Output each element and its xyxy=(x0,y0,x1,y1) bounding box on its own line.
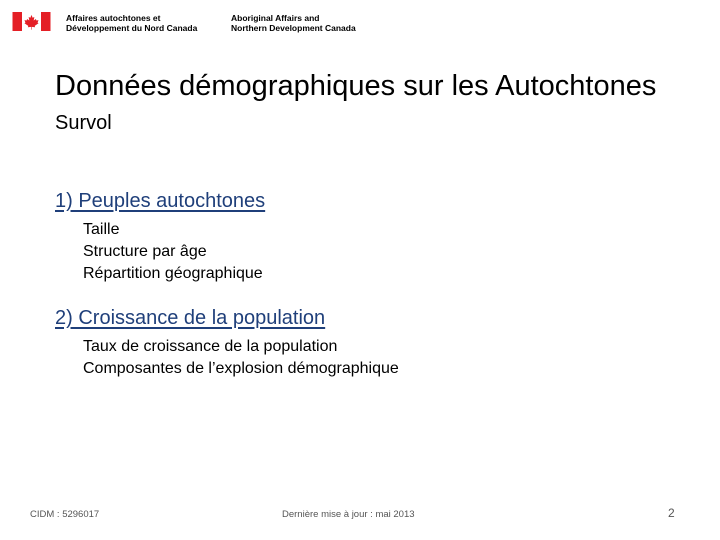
department-en-line-1: Aboriginal Affairs and xyxy=(231,13,320,23)
canada-flag-icon xyxy=(12,12,51,31)
department-en-line-2: Northern Development Canada xyxy=(231,23,356,33)
page-number: 2 xyxy=(668,506,675,520)
list-item: Structure par âge xyxy=(83,243,207,260)
section-croissance-population xyxy=(55,307,399,380)
section-link-peuples-autochtones[interactable]: 1) Peuples autochtones xyxy=(55,190,266,212)
department-name-english xyxy=(231,13,356,33)
section-peuples-autochtones xyxy=(55,190,265,285)
government-header xyxy=(0,0,720,44)
section-items-list xyxy=(83,336,399,380)
department-name-french xyxy=(66,13,197,33)
slide-title: Données démographiques sur les Autochtones xyxy=(55,70,657,102)
section-items-list xyxy=(83,219,265,285)
slide-subtitle: Survol xyxy=(55,112,112,134)
department-fr-line-1: Affaires autochtones et xyxy=(66,13,161,23)
list-item: Répartition géographique xyxy=(83,265,263,282)
section-link-croissance-population[interactable]: 2) Croissance de la population xyxy=(55,307,326,329)
list-item: Taille xyxy=(83,221,120,238)
list-item: Composantes de l’explosion démographique xyxy=(83,360,399,377)
footer-last-updated: Dernière mise à jour : mai 2013 xyxy=(282,509,415,520)
list-item: Taux de croissance de la population xyxy=(83,338,338,355)
department-fr-line-2: Développement du Nord Canada xyxy=(66,23,198,33)
footer-document-id: CIDM : 5296017 xyxy=(30,509,100,520)
